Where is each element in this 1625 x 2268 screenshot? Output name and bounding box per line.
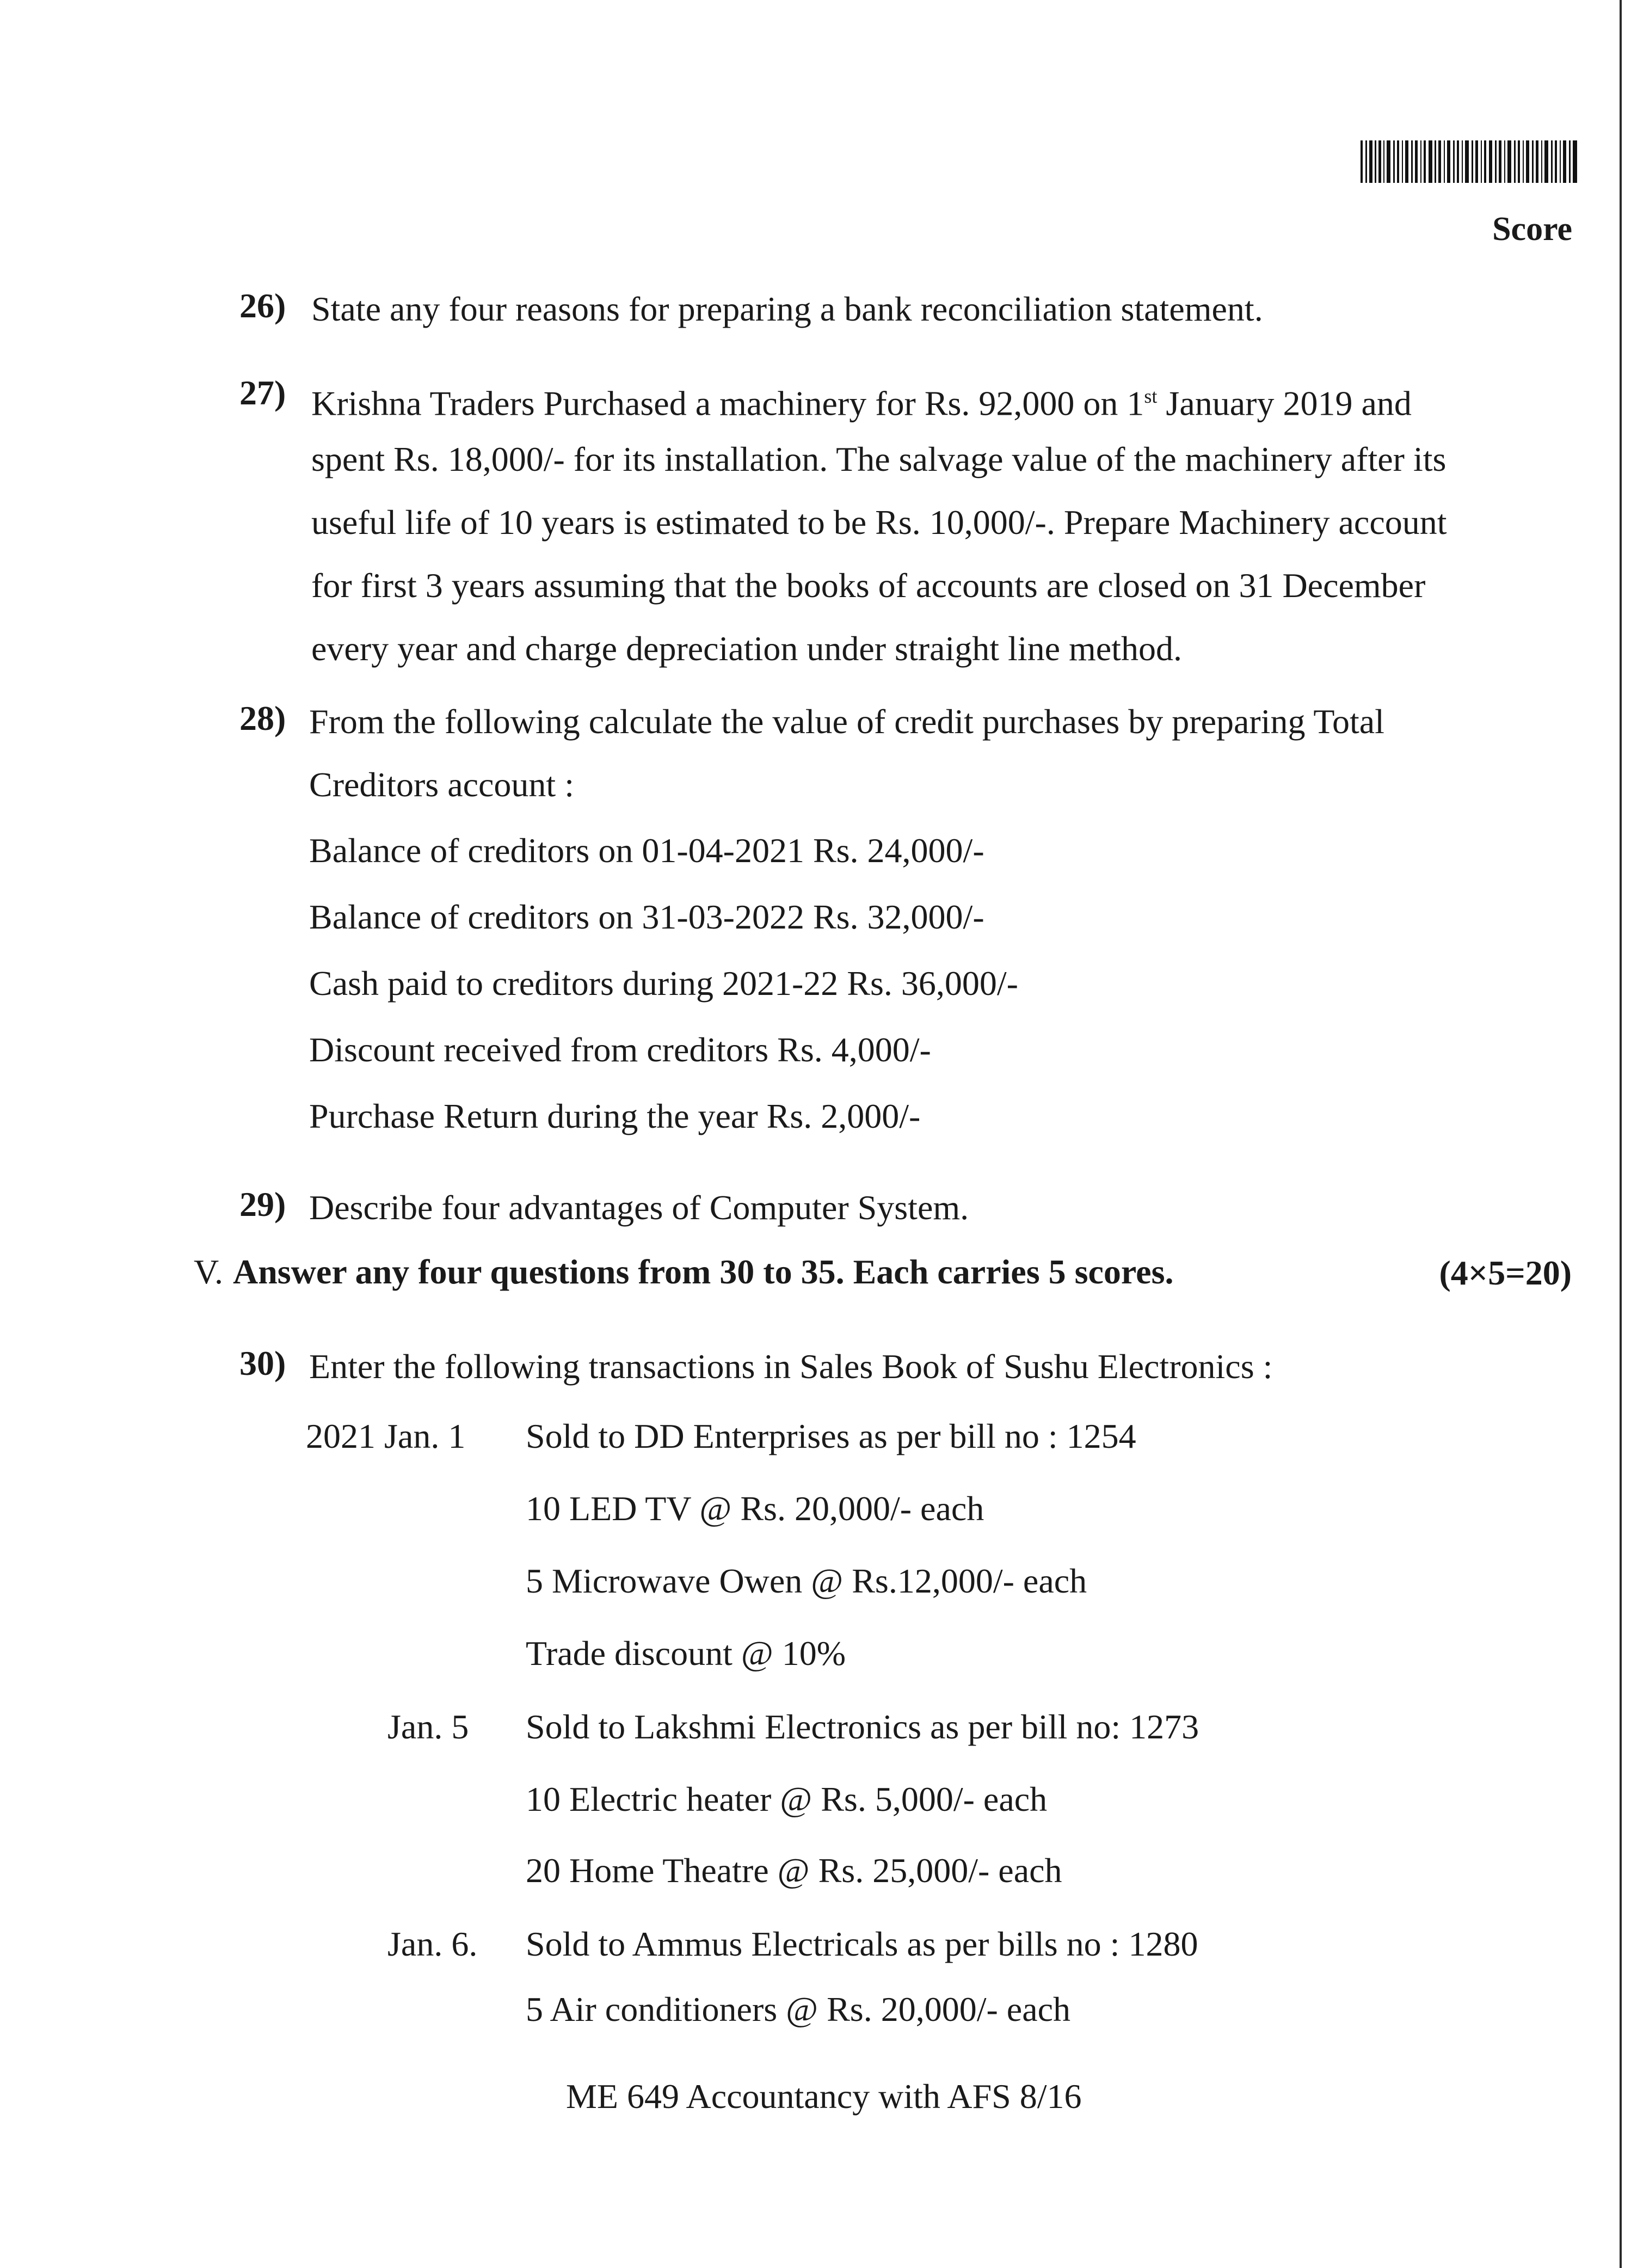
transaction-date: 2021 Jan. 1 <box>306 1417 466 1455</box>
score-column-label: Score <box>1492 211 1572 248</box>
q28-item: Balance of creditors on 01-04-2021 Rs. 24,000/- <box>309 831 984 870</box>
q28-item: Balance of creditors on 31-03-2022 Rs. 32,000/- <box>309 898 984 936</box>
transaction-line: Sold to Lakshmi Electronics as per bill no: 1273 <box>526 1707 1199 1746</box>
q29-number: 29) <box>239 1185 286 1224</box>
transaction-line: 5 Air conditioners @ Rs. 20,000/- each <box>526 1990 1070 2029</box>
transaction-date: Jan. 6. <box>387 1925 478 1963</box>
page-edge-line <box>1620 0 1622 2268</box>
transaction-line: Sold to Ammus Electricals as per bills no : 1280 <box>526 1925 1198 1963</box>
q26-text: State any four reasons for preparing a bank reconciliation statement. <box>311 290 1263 328</box>
transaction-line: Trade discount @ 10% <box>526 1634 846 1673</box>
transaction-line: 10 LED TV @ Rs. 20,000/- each <box>526 1489 984 1528</box>
section-instruction: Answer any four questions from 30 to 35. Each carries 5 scores. <box>232 1252 1174 1291</box>
q28-item: Discount received from creditors Rs. 4,000/- <box>309 1030 931 1069</box>
q29-text: Describe four advantages of Computer System. <box>309 1188 969 1227</box>
section-heading <box>194 1252 1173 1292</box>
page-footer: ME 649 Accountancy with AFS 8/16 <box>566 2077 1082 2116</box>
q27-number: 27) <box>239 373 286 412</box>
q27-line-2: spent Rs. 18,000/- for its installation. The salvage value of the machinery after its <box>311 440 1447 478</box>
q28-line-2: Creditors account : <box>309 765 574 804</box>
transaction-line: 20 Home Theatre @ Rs. 25,000/- each <box>526 1851 1062 1890</box>
transaction-line: Sold to DD Enterprises as per bill no : 1254 <box>526 1417 1136 1455</box>
q28-number: 28) <box>239 699 286 737</box>
section-marks: (4×5=20) <box>1439 1253 1572 1292</box>
transaction-line: 5 Microwave Owen @ Rs.12,000/- each <box>526 1562 1087 1600</box>
q30-text: Enter the following transactions in Sales Book of Sushu Electronics : <box>309 1347 1273 1386</box>
q30-number: 30) <box>239 1344 286 1382</box>
q28-item: Cash paid to creditors during 2021-22 Rs. 36,000/- <box>309 964 1018 1003</box>
transaction-line: 10 Electric heater @ Rs. 5,000/- each <box>526 1780 1048 1818</box>
transaction-date: Jan. 5 <box>387 1707 469 1746</box>
section-roman-numeral: V. <box>194 1252 223 1291</box>
q27-line-3: useful life of 10 years is estimated to be Rs. 10,000/-. Prepare Machinery account <box>311 503 1447 542</box>
barcode-icon <box>1361 140 1577 183</box>
q28-line-1: From the following calculate the value of credit purchases by preparing Total <box>309 702 1384 741</box>
q27-line-5: every year and charge depreciation under straight line method. <box>311 629 1182 668</box>
q26-number: 26) <box>239 286 286 325</box>
q28-item: Purchase Return during the year Rs. 2,000/- <box>309 1097 921 1135</box>
q27-line-1: Krishna Traders Purchased a machinery for Rs. 92,000 on 1st January 2019 and <box>311 384 1412 423</box>
q27-line-4: for first 3 years assuming that the books of accounts are closed on 31 December <box>311 566 1426 605</box>
